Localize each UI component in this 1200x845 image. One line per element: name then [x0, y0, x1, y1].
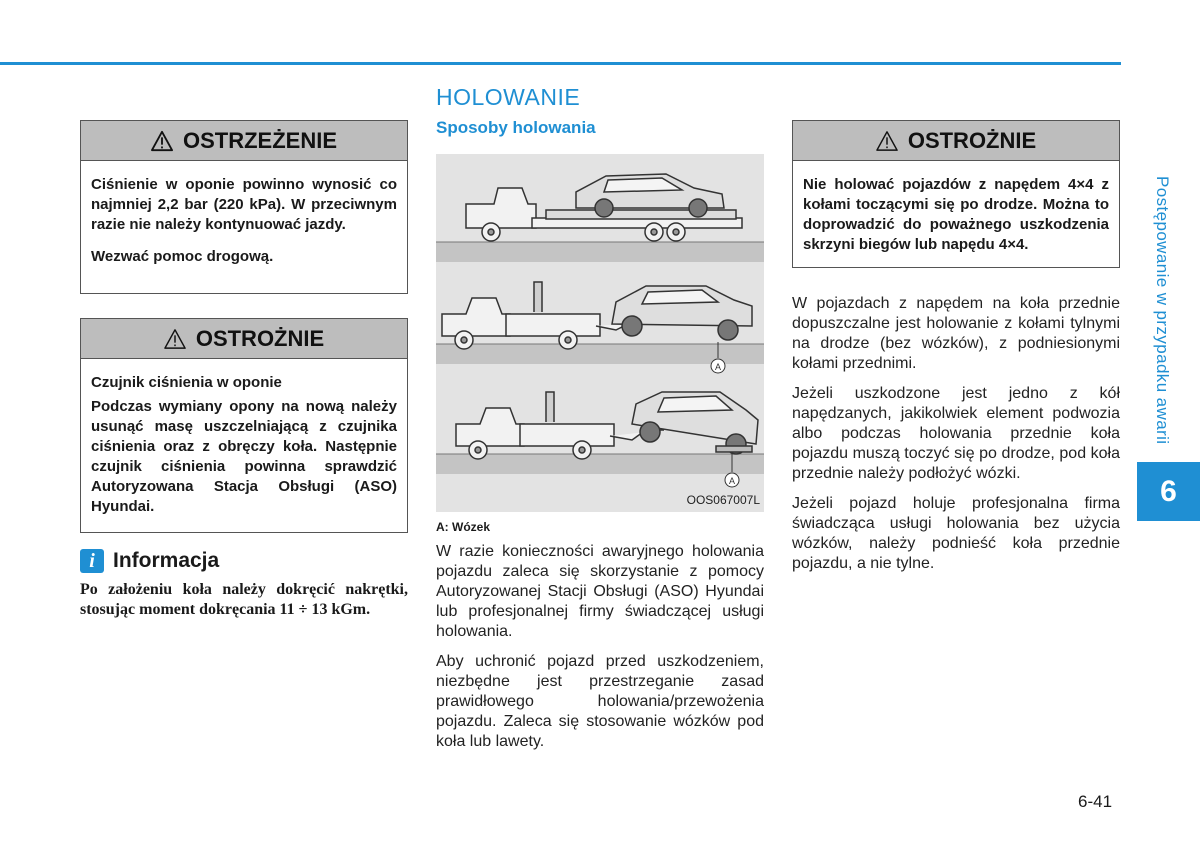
- caution-box-header: [81, 319, 407, 359]
- dolly-truck-icon: [456, 392, 664, 459]
- top-rule: [0, 62, 1121, 65]
- caution-box-header: [793, 121, 1119, 161]
- warning-box: [80, 120, 408, 294]
- caution-box-heading: OSTROŻNIE: [907, 127, 1037, 153]
- info-heading: Informacja: [113, 549, 220, 572]
- caution-box-heading: OSTROŻNIE: [195, 325, 325, 351]
- paragraph: Jeżeli uszkodzone jest jedno z kół napędzanych, jakikolwiek element podwozia albo podczas holowania przednie koła pojazdu muszą toczyć się po drodze, pod koła przednie należy podłożyć wózki.: [792, 385, 1120, 482]
- marker-a-label: A: [728, 476, 736, 486]
- towing-illustration: [436, 154, 764, 512]
- caution-box-4x4: [792, 120, 1120, 268]
- page-number: 6-41: [1078, 792, 1113, 811]
- road-strip: [436, 454, 764, 474]
- suv-icon: [612, 286, 752, 340]
- paragraph: W pojazdach z napędem na koła przednie dopuszczalne jest holowanie z kołami tylnymi na drodze (bez wózków), z podniesionymi kołami przednimi.: [792, 295, 1120, 372]
- chapter-title: Postępowanie w przypadku awarii: [1153, 176, 1172, 445]
- paragraph: Aby uchronić pojazd przed uszkodzeniem, niezbędne jest przestrzeganie zasad prawidłowego holowania/przewożenia pojazdu. Zaleca się stosowanie wózków pod koła lub lawety.: [436, 653, 764, 750]
- warning-box-header: [81, 121, 407, 161]
- suv-icon: [632, 392, 758, 454]
- towing-methods-figure: [436, 154, 764, 512]
- warning-box-body: [81, 161, 407, 287]
- warning-paragraph: Wezwać pomoc drogową.: [91, 248, 274, 265]
- paragraph: W razie konieczności awaryjnego holowania pojazdu zaleca się skorzystanie z pomocy Autoryzowanej Stacji Obsługi (ASO) Hyundai lub profesjonalnej firmy świadczącej usługi holowania.: [436, 543, 764, 640]
- paragraph: Jeżeli pojazd holuje profesjonalna firma świadcząca usługi holowania bez użycia wózków, należy podnieść koła przednie pojazdu, a nie tylne.: [792, 495, 1120, 572]
- marker-a-label: A: [714, 362, 722, 372]
- info-heading-row: [80, 548, 219, 574]
- warning-box-heading: OSTRZEŻENIE: [182, 127, 337, 153]
- chapter-number-tab[interactable]: 6: [1137, 462, 1200, 521]
- warning-paragraph: Ciśnienie w oponie powinno wynosić co najmniej 2,2 bar (220 kPa). W przeciwnym razie nie należy kontynuować jazdy.: [91, 176, 397, 233]
- caution-box-body: [793, 161, 1119, 275]
- road-strip: [436, 242, 764, 262]
- figure-code: OOS067007L: [686, 493, 760, 507]
- middle-body-text: [436, 542, 764, 762]
- info-text: Po założeniu koła należy dokręcić nakrętki, stosując moment dokręcania 11 ÷ 13 kGm.: [80, 581, 408, 618]
- caution-box-body: [81, 359, 407, 537]
- caution-box-tire-sensor: [80, 318, 408, 533]
- caution-paragraph: Nie holować pojazdów z napędem 4×4 z kołami toczącymi się po drodze. Można to doprowadzić do poważnego uszkodzenia skrzyni biegów lub napędu 4×4.: [803, 176, 1109, 253]
- caution-subheading: Czujnik ciśnienia w oponie: [91, 374, 282, 391]
- right-body-text: [792, 294, 1120, 584]
- caution-triangle-icon: [876, 130, 898, 152]
- info-icon: i: [80, 549, 104, 573]
- caution-paragraph: Podczas wymiany opony na nową należy usunąć masę uszczelniającą z czujnika ciśnienia oraz z obręczy koła. Następnie czujnik ciśnienia powinna sprawdzić Autoryzowana Stacja Obsługi (ASO) Hyundai.: [91, 398, 397, 515]
- figure-caption: A: Wózek: [436, 520, 490, 534]
- warning-triangle-icon: [151, 130, 173, 152]
- section-subtitle: Sposoby holowania: [436, 118, 596, 137]
- section-title: HOLOWANIE: [436, 84, 581, 110]
- caution-triangle-icon: [164, 328, 186, 350]
